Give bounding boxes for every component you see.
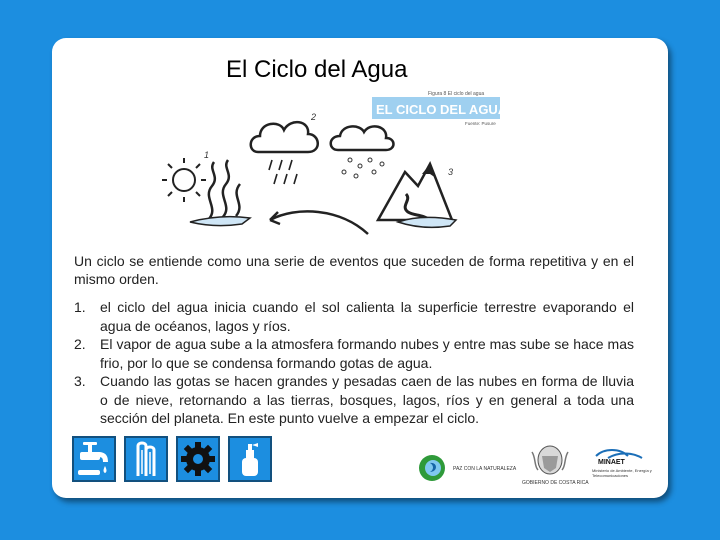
list-item bbox=[74, 372, 634, 428]
lake-icon bbox=[190, 217, 250, 226]
spray-bottle-tile bbox=[228, 436, 272, 482]
step-number: 3. bbox=[74, 373, 86, 389]
intro-paragraph: Un ciclo se entiende como una serie de eventos que suceden de forma repetitiva y en el mismo orden. bbox=[74, 253, 634, 287]
spray-bottle-icon bbox=[230, 438, 270, 480]
cycle-arrow-icon bbox=[270, 211, 368, 234]
gear-icon bbox=[178, 438, 218, 480]
river-icon bbox=[398, 217, 456, 227]
steps-list bbox=[74, 298, 634, 428]
snow-cloud-icon bbox=[331, 126, 394, 178]
coat-of-arms-logo bbox=[524, 444, 576, 480]
water-tap-tile bbox=[72, 436, 116, 482]
thermometer-tile bbox=[124, 436, 168, 482]
coat-of-arms-text: GOBIERNO DE COSTA RICA bbox=[522, 480, 589, 486]
evaporation-icon bbox=[208, 160, 240, 220]
illustration-banner: EL CICLO DEL AGUA bbox=[376, 102, 508, 117]
paz-logo-text: PAZ CON LA NATURALEZA bbox=[453, 466, 517, 472]
stage-label-1: 1 bbox=[204, 150, 210, 160]
paz-con-la-naturaleza-logo bbox=[416, 452, 450, 484]
gear-tile bbox=[176, 436, 220, 482]
water-cycle-illustration bbox=[160, 90, 510, 240]
step-text: El vapor de agua sube a la atmosfera formando nubes y entre mas sube se hace mas frio, por lo que se condensa formando gotas de agua. bbox=[100, 336, 634, 371]
minaet-title: MINAET bbox=[598, 459, 625, 466]
illustration-caption: Figura 8 El ciclo del agua bbox=[428, 91, 485, 97]
sun-icon bbox=[162, 158, 206, 202]
stage-label-3: 3 bbox=[448, 167, 454, 177]
list-item bbox=[74, 335, 634, 372]
slide-title: El Ciclo del Agua bbox=[226, 56, 408, 83]
mountain-icon bbox=[378, 164, 452, 220]
step-text: Cuando las gotas se hacen grandes y pesadas caen de las nubes en forma de lluvia o de nieve, retornando a las tierras, bosques, lagos, ríos y en general a toda una sección del planeta. En este punto vuelve a empezar el ciclo. bbox=[100, 373, 634, 426]
step-number: 2. bbox=[74, 336, 86, 352]
list-item bbox=[74, 298, 634, 335]
water-tap-icon bbox=[74, 438, 114, 480]
minaet-logo bbox=[594, 446, 652, 460]
rain-cloud-icon bbox=[251, 122, 318, 184]
step-number: 1. bbox=[74, 299, 86, 315]
stage-label-2: 2 bbox=[311, 112, 317, 122]
thermometer-icon bbox=[126, 438, 166, 480]
step-text: el ciclo del agua inicia cuando el sol calienta la superficie terrestre evaporando el agua de océanos, lagos y ríos. bbox=[100, 299, 634, 334]
illustration-source: Fuente: Pusure bbox=[465, 121, 496, 126]
minaet-subtext: Ministerio de Ambiente, Energía y Telecomunicaciones bbox=[592, 468, 652, 478]
